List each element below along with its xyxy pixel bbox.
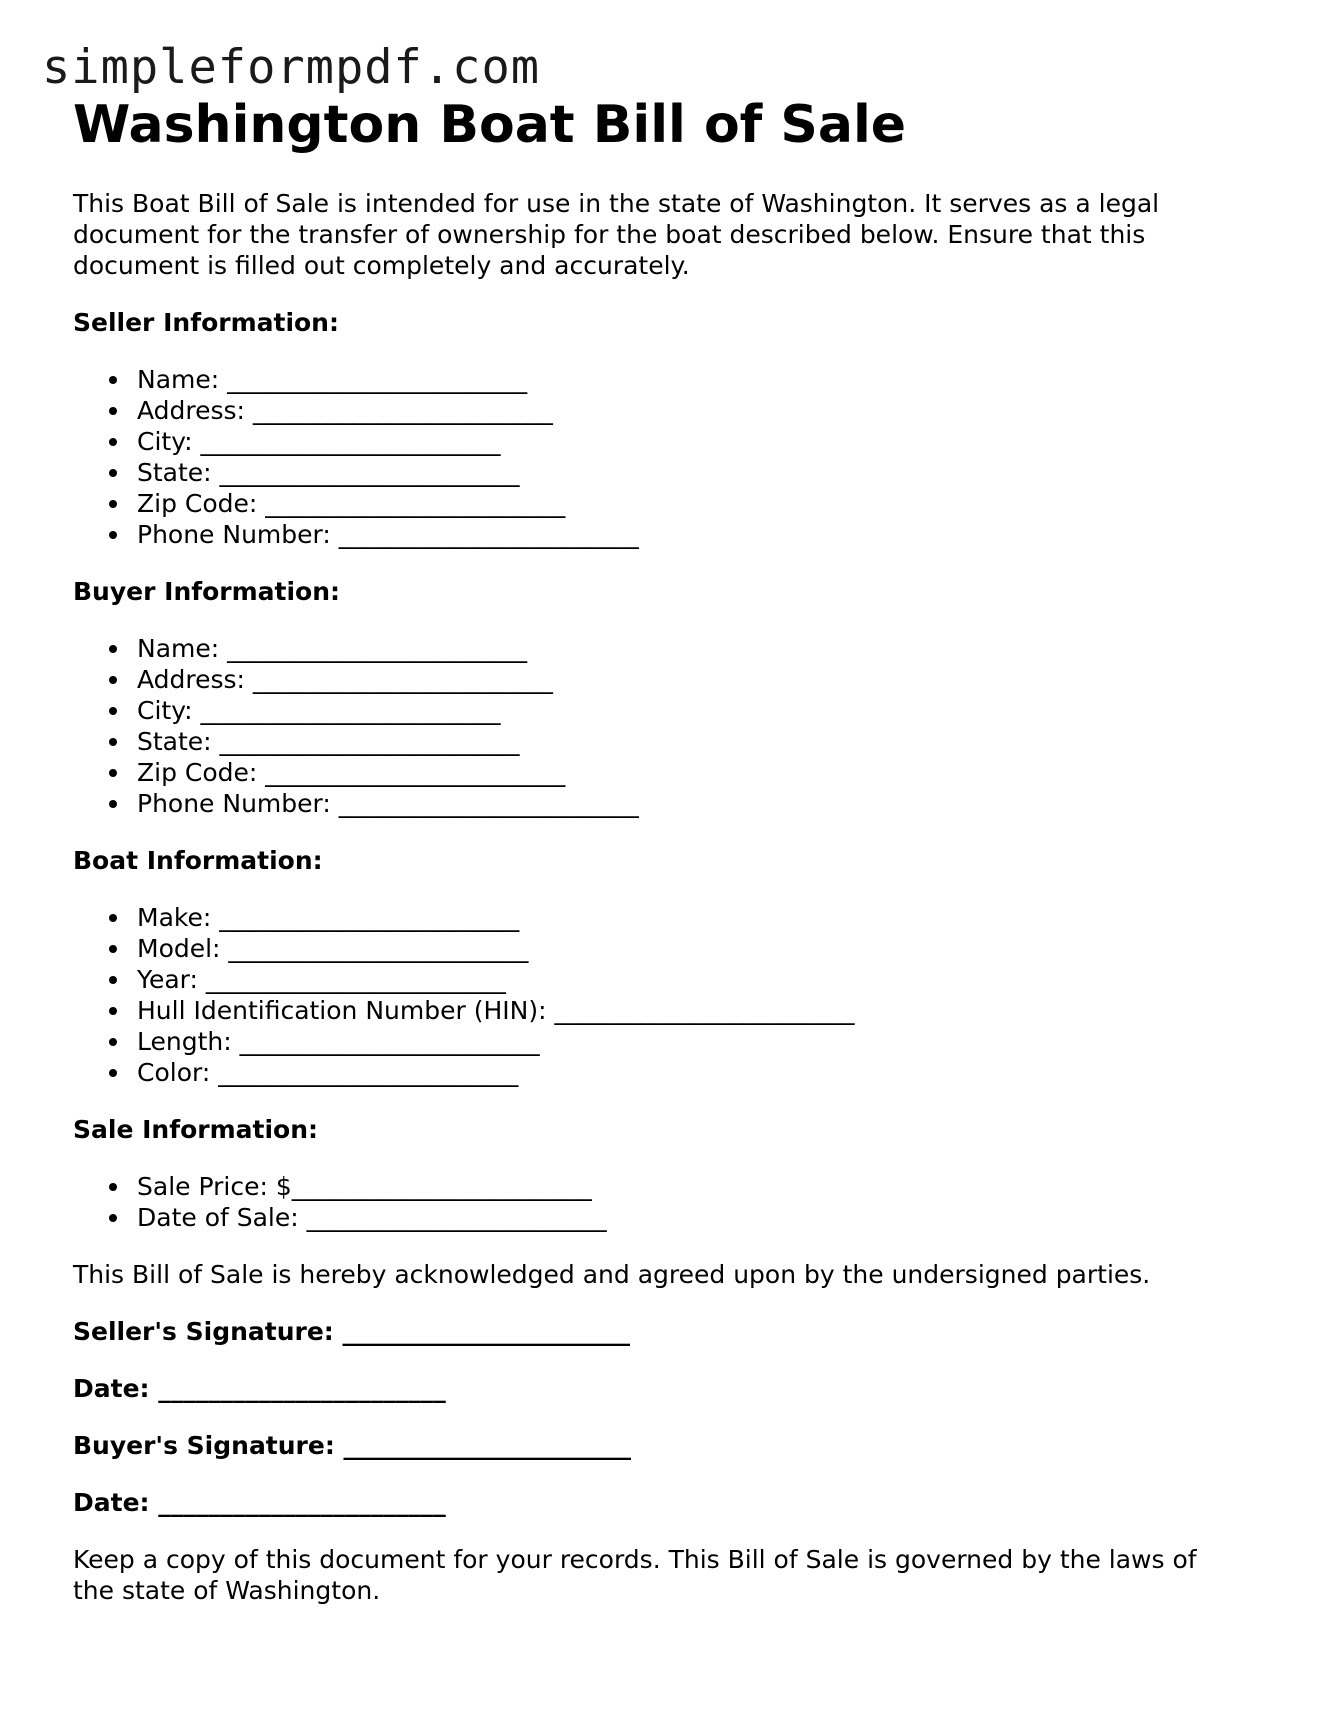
- buyer-address-field: Address: ________________________: [137, 664, 1253, 695]
- seller-zip-field: Zip Code: ________________________: [137, 488, 1253, 519]
- buyer-city-field: City: ________________________: [137, 695, 1253, 726]
- buyer-section-heading: Buyer Information:: [73, 577, 341, 606]
- sale-fields: [73, 1171, 1253, 1233]
- seller-phone-field: Phone Number: ________________________: [137, 519, 1253, 550]
- seller-date-line: Date: _______________________: [73, 1374, 446, 1403]
- boat-hin-field: Hull Identification Number (HIN): ________________________: [137, 995, 1253, 1026]
- intro-paragraph: This Boat Bill of Sale is intended for use in the state of Washington. It serves as a legal document for the transfer of ownership for the boat described below. Ensure that this document is filled out completely and accurately.: [73, 189, 1160, 280]
- seller-signature-line: Seller's Signature: _______________________: [73, 1317, 630, 1346]
- document-title: Washington Boat Bill of Sale: [73, 95, 907, 155]
- boat-make-field: Make: ________________________: [137, 902, 1253, 933]
- buyer-name-field: Name: ________________________: [137, 633, 1253, 664]
- buyer-signature-line: Buyer's Signature: _______________________: [73, 1431, 632, 1460]
- buyer-fields: [73, 633, 1253, 819]
- buyer-phone-field: Phone Number: ________________________: [137, 788, 1253, 819]
- boat-color-field: Color: ________________________: [137, 1057, 1253, 1088]
- boat-fields: [73, 902, 1253, 1088]
- buyer-date-line: Date: _______________________: [73, 1488, 446, 1517]
- sale-section-heading: Sale Information:: [73, 1115, 318, 1144]
- buyer-zip-field: Zip Code: ________________________: [137, 757, 1253, 788]
- seller-name-field: Name: ________________________: [137, 364, 1253, 395]
- seller-section-heading: Seller Information:: [73, 308, 339, 337]
- boat-model-field: Model: ________________________: [137, 933, 1253, 964]
- boat-section-heading: Boat Information:: [73, 846, 323, 875]
- boat-length-field: Length: ________________________: [137, 1026, 1253, 1057]
- sale-price-field: Sale Price: $________________________: [137, 1171, 1253, 1202]
- seller-address-field: Address: ________________________: [137, 395, 1253, 426]
- watermark: simpleformpdf.com: [42, 40, 541, 95]
- acknowledgement-paragraph: This Bill of Sale is hereby acknowledged and agreed upon by the undersigned parties.: [73, 1260, 1151, 1289]
- closing-paragraph: Keep a copy of this document for your records. This Bill of Sale is governed by the laws of the state of Washington.: [73, 1545, 1197, 1605]
- document: [73, 90, 1253, 1606]
- seller-state-field: State: ________________________: [137, 457, 1253, 488]
- seller-city-field: City: ________________________: [137, 426, 1253, 457]
- seller-fields: [73, 364, 1253, 550]
- buyer-state-field: State: ________________________: [137, 726, 1253, 757]
- sale-date-field: Date of Sale: ________________________: [137, 1202, 1253, 1233]
- boat-year-field: Year: ________________________: [137, 964, 1253, 995]
